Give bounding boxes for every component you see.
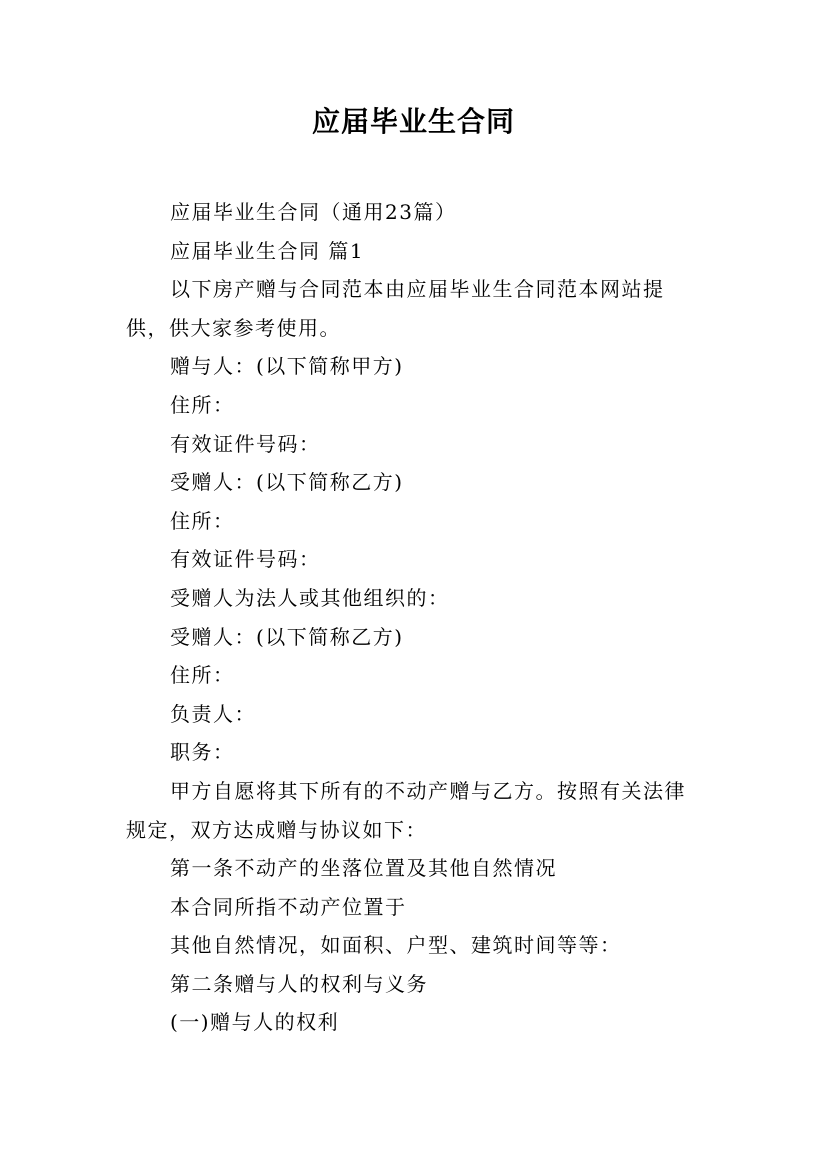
document-body (126, 193, 706, 1042)
paragraph: 住所： (170, 508, 235, 533)
paragraph: 有效证件号码： (170, 431, 321, 456)
paragraph: 负责人： (170, 701, 256, 726)
paragraph: 职务： (170, 740, 235, 765)
paragraph: 甲方自愿将其下所有的不动产赠与乙方。按照有关法律规定，双方达成赠与协议如下： (126, 778, 686, 842)
paragraph: 应届毕业生合同 篇1 (170, 238, 365, 263)
paragraph: 应届毕业生合同（通用23篇） (170, 200, 457, 224)
paragraph: 住所： (170, 663, 235, 688)
paragraph: 本合同所指不动产位置于 (170, 894, 407, 919)
paragraph: 以下房产赠与合同范本由应届毕业生合同范本网站提供，供大家参考使用。 (126, 277, 665, 340)
paragraph: 第一条不动产的坐落位置及其他自然情况 (170, 856, 557, 881)
paragraph: 受赠人为法人或其他组织的： (170, 585, 450, 610)
paragraph: 赠与人：(以下简称甲方) (170, 354, 404, 379)
paragraph: 第二条赠与人的权利与义务 (170, 971, 428, 996)
paragraph: 住所： (170, 392, 235, 417)
paragraph: 受赠人：(以下简称乙方) (170, 624, 404, 649)
paragraph: 有效证件号码： (170, 547, 321, 572)
paragraph: 受赠人：(以下简称乙方) (170, 470, 404, 495)
document-title: 应届毕业生合同 (311, 105, 515, 138)
paragraph: 其他自然情况，如面积、户型、建筑时间等等： (170, 933, 622, 958)
paragraph: (一)赠与人的权利 (170, 1010, 340, 1035)
